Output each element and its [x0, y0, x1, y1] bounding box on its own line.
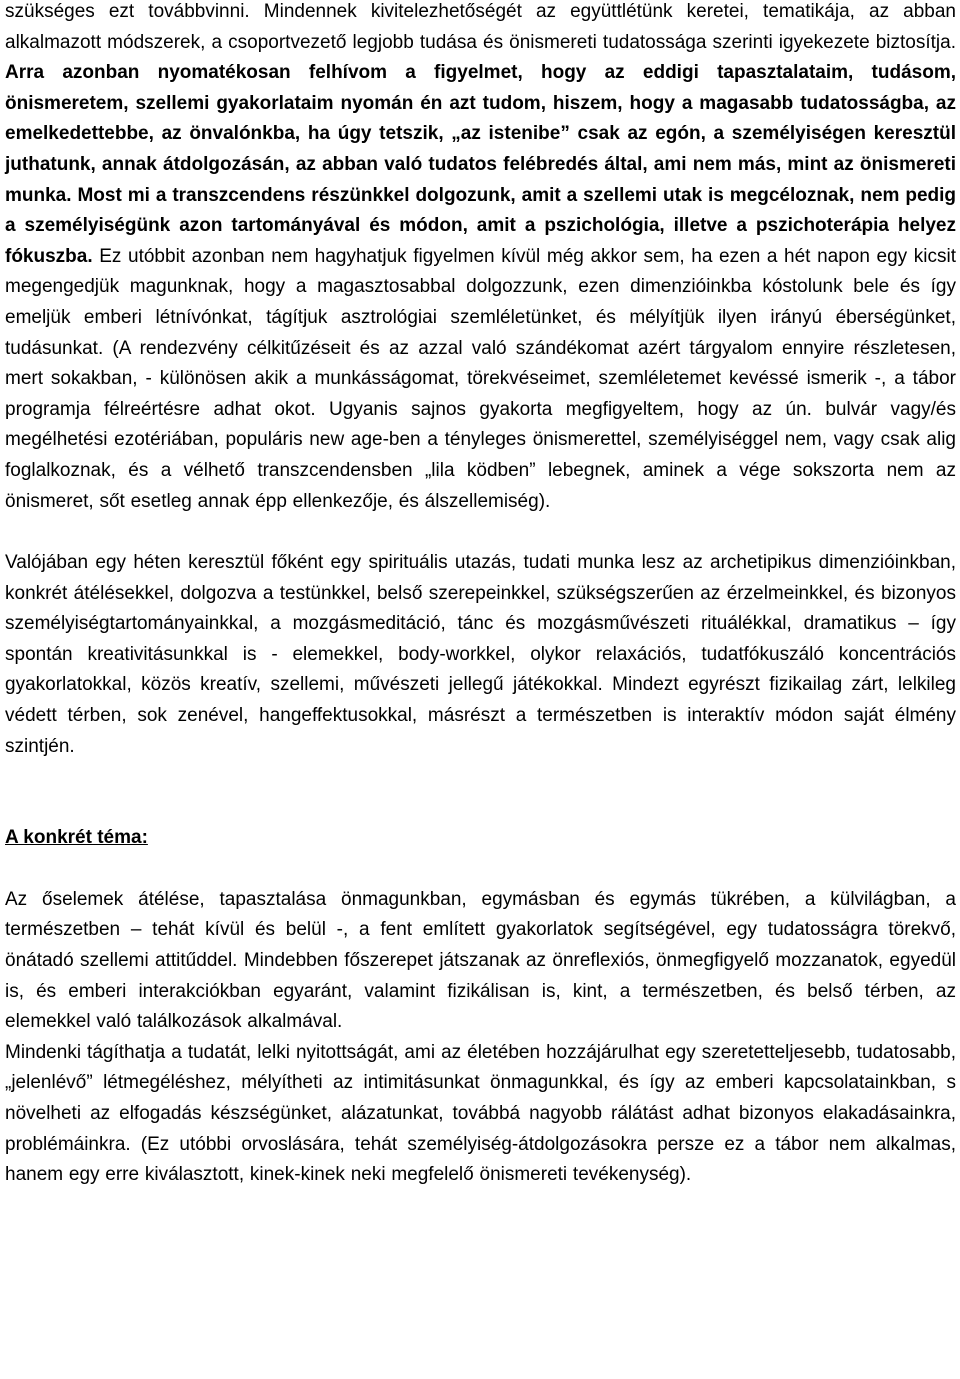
section-heading: A konkrét téma: — [5, 827, 148, 849]
paragraph-intro-tail: Ez utóbbit azonban nem hagyhatjuk figyelmen kívül még akkor sem, ha ezen a hét napon egy kicsit megengedjük magunknak, hogy a magasztosabbal dolgozzunk, ezen dimenzióinkba kóstolunk bele és így emeljük emberi létnívónkat, tágítjuk asztrológiai szemléletünket, és mélyítjük ilyen irányú éberségünket, tudásunkat. (A rendezvény célkitűzéseit és az azzal való szándékomat azért tárgyalom ennyire részletesen, mert sokakban, - különösen akik a munkásságomat, törekvéseimet, szemléletemet kevéssé ismerik -, a tábor programja félreértésre adhat okot. Ugyanis sajnos gyakorta megfigyeltem, hogy az ún. bulvár vagy/és megélhetési ezotériában, populáris new age-ben a tényleges önismerettel, személyiséggel nem, vagy csak alig foglalkoznak, és a vélhető transzcendensben „lila ködben” lebegnek, aminek a vége sokszorta nem az önismeret, sőt esetleg annak épp ellenkezője, és álszellemiség). — [5, 245, 956, 512]
paragraph-intro-bold: Arra azonban nyomatékosan felhívom a figyelmet, hogy az eddigi tapasztalataim, tudásom, önismeretem, szellemi gyakorlataim nyomán én azt tudom, hiszem, hogy a magasabb tudatosságba, az emelkedettebbe, az önvalónkba, ha úgy tetszik, „az istenibe” csak az egón, a személyiségen keresztül juthatunk, annak átdolgozásán, az abban való tudatos felébredés által, ami nem más, mint az önismereti munka. Most mi a transzcendens részünkkel dolgozunk, amit a szellemi utak is megcéloznak, nem pedig a személyiségünk azon tartományával és módon, amit a pszichológia, illetve a pszichoterápia helyez fókuszba. — [5, 62, 956, 267]
section-spacer — [5, 762, 956, 823]
paragraph-elements: Az őselemek átélése, tapasztalása önmagunkban, egymásban és egymás tükrében, a külvilágban, a természetben – tehát kívül és belül -, a fent említett gyakorlatok segítségével, egy tudatosságra törekvő, önátadó szellemi attitűddel. Mindebben főszerepet játszanak az önreflexiós, önmegfigyelő mozzanatok, egyedül is, és emberi interakciókban egyaránt, valamint fizikálisan is, kint, a természetben, és belső térben, az elemekkel való találkozások alkalmával. — [5, 888, 956, 1033]
paragraph-spacer — [5, 854, 956, 885]
paragraph-intro-regular: szükséges ezt továbbvinni. Mindennek kivitelezhetőségét az együttlétünk keretei, tematikája, az abban alkalmazott módszerek, a csoportvezető legjobb tudása és önismereti tudatossága szerinti igyekezete biztosítja. — [5, 1, 956, 53]
paragraph-spiritual-journey: Valójában egy héten keresztül főként egy spirituális utazás, tudati munka lesz az archetipikus dimenzióinkban, konkrét átélésekkel, dolgozva a testünkkel, belső szerepeinkkel, szükségszerűen az érzelmeinkkel, és bizonyos személyiségtartományainkkal, a mozgásmeditáció, tánc és mozgásművészeti rituálékkal, dramatikus – így spontán kreativitásunkkal is - elemekkel, body-workkel, olykor relaxációs, tudatfókuszáló koncentrációs gyakorlatokkal, közös kreatív, szellemi, művészeti jellegű játékokkal. Mindezt egyrészt fizikailag zárt, lelkileg védett térben, sok zenével, hangeffektusokkal, másrészt a természetben is interaktív módon saját élmény szintjén. — [5, 552, 956, 757]
paragraph-awareness: Mindenki tágíthatja a tudatát, lelki nyitottságát, ami az életében hozzájárulhat egy szeretetteljesebb, tudatosabb, „jelenlévő” létmegéléshez, mélyítheti az intimitásunkat önmagunkkal, és így az emberi kapcsolatainkban, s növelheti az elfogadás készségünket, alázatunkat, továbbá nagyobb rálátást adhat bizonyos elakadásainkra, problémáinkra. (Ez utóbbi orvoslására, tehát személyiség-átdolgozásokra persze ez a tábor nem alkalmas, hanem egy erre kiválasztott, kinek-kinek neki megfelelő önismereti tevékenység). — [5, 1041, 956, 1186]
paragraph-spacer — [5, 517, 956, 548]
paragraph-intro — [5, 0, 956, 517]
